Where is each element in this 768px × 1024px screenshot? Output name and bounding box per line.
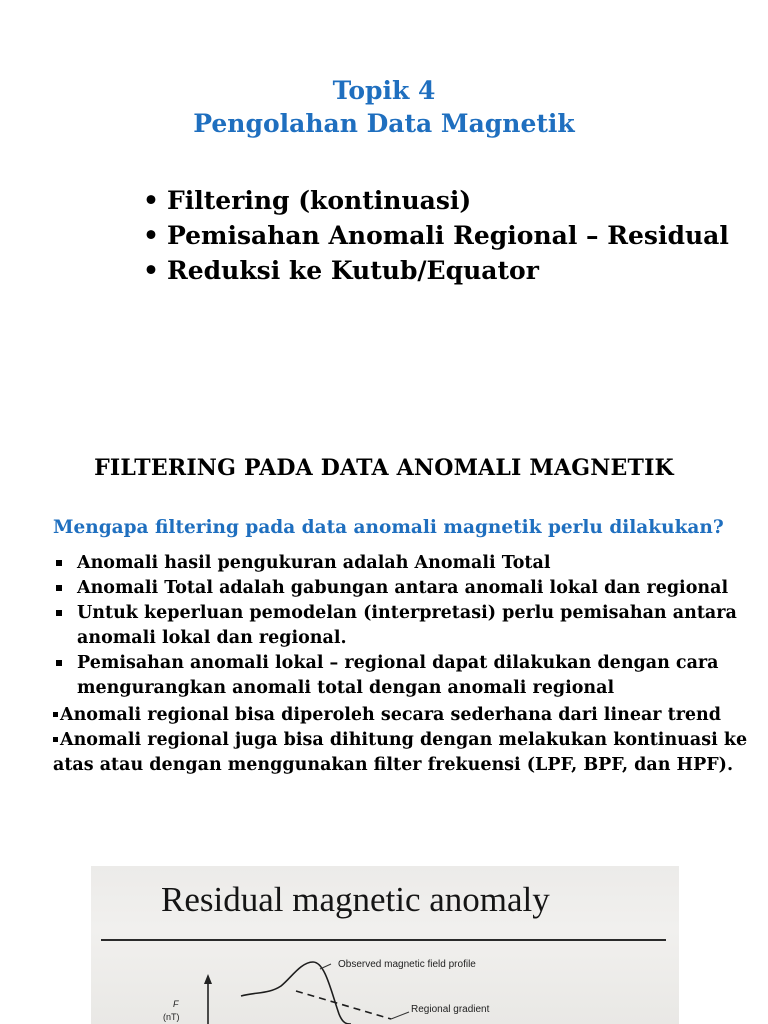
topic-item: • Filtering (kontinuasi) <box>143 183 729 218</box>
square-bullet-icon <box>56 660 62 666</box>
axis-unit-label: (nT) <box>163 1012 180 1022</box>
topic-item: • Pemisahan Anomali Regional – Residual <box>143 218 729 253</box>
y-axis-arrow-icon <box>204 974 212 984</box>
observed-profile-curve <box>241 962 351 1024</box>
paragraph-line: atas atau dengan menggunakan filter frekuensi (LPF, BPF, dan HPF). <box>53 755 734 775</box>
figure-photo <box>91 866 679 1024</box>
figure-title: Residual magnetic anomaly <box>161 880 550 919</box>
topic-title-line2: Pengolahan Data Magnetik <box>193 109 575 138</box>
bullet-icon: • <box>143 256 159 285</box>
square-bullet-icon <box>53 737 58 742</box>
topic-title-line1: Topik 4 <box>332 76 436 105</box>
list-item: Anomali hasil pengukuran adalah Anomali Total <box>53 551 753 576</box>
square-bullet-icon <box>56 585 62 591</box>
annotation-regional: Regional gradient <box>411 1004 490 1015</box>
list-item: Pemisahan anomali lokal – regional dapat dilakukan dengan cara mengurangkan anomali total dengan anomali regional <box>53 651 753 701</box>
figure-graphic <box>91 866 679 1024</box>
square-bullet-icon <box>56 560 62 566</box>
regional-gradient-line <box>296 991 391 1019</box>
leader-line <box>391 1012 409 1019</box>
bullet-icon: • <box>143 186 159 215</box>
paragraph-line: Anomali regional juga bisa dihitung dengan melakukan kontinuasi ke <box>53 728 758 753</box>
topic-list <box>143 183 729 288</box>
paragraph-line: Anomali regional bisa diperoleh secara sederhana dari linear trend <box>53 703 758 728</box>
bullet-icon: • <box>143 221 159 250</box>
square-bullet-icon <box>53 712 58 717</box>
axis-label-f: F <box>173 999 179 1009</box>
list-item: Untuk keperluan pemodelan (interpretasi) perlu pemisahan antara anomali lokal dan regional. <box>53 601 753 651</box>
annotation-observed: Observed magnetic field profile <box>338 959 476 970</box>
section-heading: FILTERING PADA DATA ANOMALI MAGNETIK <box>94 455 674 481</box>
bullet-list <box>53 551 753 701</box>
square-bullet-icon <box>56 610 62 616</box>
topic-item: • Reduksi ke Kutub/Equator <box>143 253 729 288</box>
list-item: Anomali Total adalah gabungan antara anomali lokal dan regional <box>53 576 753 601</box>
question-text: Mengapa filtering pada data anomali magnetik perlu dilakukan? <box>53 517 724 538</box>
